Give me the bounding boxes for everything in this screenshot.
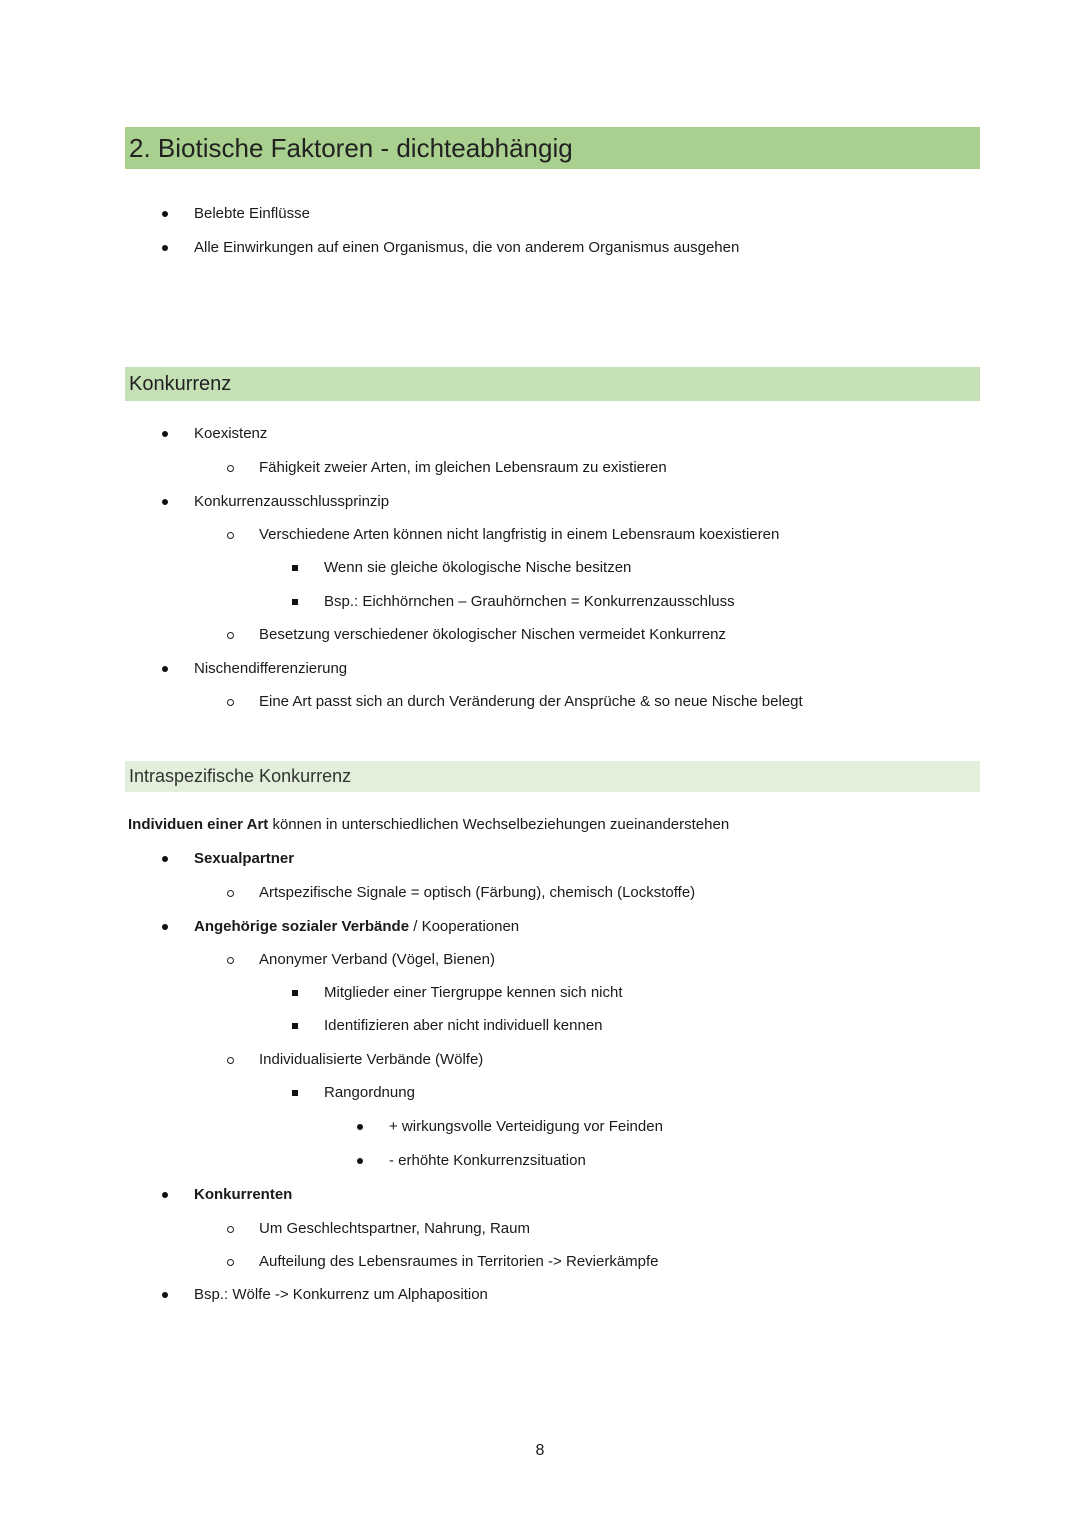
list-item: Besetzung verschiedener ökologischer Nischen vermeidet Konkurrenz <box>259 626 726 643</box>
bullet-circle <box>227 465 234 472</box>
section-heading-intraspezifisch: Intraspezifische Konkurrenz <box>125 761 980 792</box>
bullet-dot <box>162 856 168 862</box>
list-item: Konkurrenzausschlussprinzip <box>194 493 390 510</box>
list-item: Anonymer Verband (Vögel, Bienen) <box>259 951 495 968</box>
list-item: - erhöhte Konkurrenzsituation <box>389 1152 586 1169</box>
list-item: Individualisierte Verbände (Wölfe) <box>259 1051 484 1068</box>
list-item <box>194 1185 292 1205</box>
list-item <box>194 917 519 937</box>
bullet-square <box>292 565 298 571</box>
list-item: Eine Art passt sich an durch Veränderung der Ansprüche & so neue Nische belegt <box>259 693 803 710</box>
bullet-dot <box>162 431 168 437</box>
bullet-square <box>292 990 298 996</box>
bullet-dot <box>357 1158 363 1164</box>
bullet-dot <box>357 1124 363 1130</box>
bullet-circle <box>227 1226 234 1233</box>
bullet-circle <box>227 699 234 706</box>
bullet-dot <box>162 245 168 251</box>
list-item: Belebte Einflüsse <box>194 205 310 222</box>
list-item <box>194 849 294 869</box>
list-item: Bsp.: Eichhörnchen – Grauhörnchen = Konkurrenzausschluss <box>324 593 735 610</box>
bullet-dot <box>162 924 168 930</box>
list-item: Mitglieder einer Tiergruppe kennen sich nicht <box>324 984 623 1001</box>
list-item: Verschiedene Arten können nicht langfristig in einem Lebensraum koexistieren <box>259 526 780 543</box>
bullet-square <box>292 1090 298 1096</box>
list-item: + wirkungsvolle Verteidigung vor Feinden <box>389 1118 663 1135</box>
intro-paragraph <box>128 815 729 835</box>
bullet-circle <box>227 532 234 539</box>
bullet-square <box>292 1023 298 1029</box>
list-item: Artspezifische Signale = optisch (Färbung), chemisch (Lockstoffe) <box>259 884 696 901</box>
bullet-circle <box>227 1057 234 1064</box>
list-item: Fähigkeit zweier Arten, im gleichen Lebensraum zu existieren <box>259 459 667 476</box>
section-heading-konkurrenz: Konkurrenz <box>125 367 980 401</box>
page-number: 8 <box>535 1442 545 1459</box>
bullet-circle <box>227 1259 234 1266</box>
bullet-circle <box>227 890 234 897</box>
list-item: Nischendifferenzierung <box>194 660 348 677</box>
list-item: Um Geschlechtspartner, Nahrung, Raum <box>259 1220 530 1237</box>
bullet-dot <box>162 211 168 217</box>
bullet-square <box>292 599 298 605</box>
list-item: Koexistenz <box>194 425 268 442</box>
bullet-circle <box>227 957 234 964</box>
bullet-dot <box>162 1192 168 1198</box>
list-item: Alle Einwirkungen auf einen Organismus, die von anderem Organismus ausgehen <box>194 239 740 256</box>
list-item: Identifizieren aber nicht individuell kennen <box>324 1017 603 1034</box>
verbaende-bold: Angehörige sozialer Verbände <box>194 918 410 935</box>
bullet-dot <box>162 666 168 672</box>
verbaende-rest: / Kooperationen <box>409 918 520 935</box>
bullet-dot <box>162 1292 168 1298</box>
intro-rest: können in unterschiedlichen Wechselbeziehungen zueinanderstehen <box>268 816 730 833</box>
list-item: Wenn sie gleiche ökologische Nische besitzen <box>324 559 632 576</box>
bullet-dot <box>162 499 168 505</box>
sexualpartner-label: Sexualpartner <box>194 850 295 867</box>
list-item: Rangordnung <box>324 1084 415 1101</box>
list-item: Bsp.: Wölfe -> Konkurrenz um Alphaposition <box>194 1286 488 1303</box>
section-heading-biotische-faktoren: 2. Biotische Faktoren - dichteabhängig <box>125 127 980 169</box>
intro-bold: Individuen einer Art <box>128 816 269 833</box>
konkurrenten-label: Konkurrenten <box>194 1186 293 1203</box>
bullet-circle <box>227 632 234 639</box>
list-item: Aufteilung des Lebensraumes in Territorien -> Revierkämpfe <box>259 1253 659 1270</box>
